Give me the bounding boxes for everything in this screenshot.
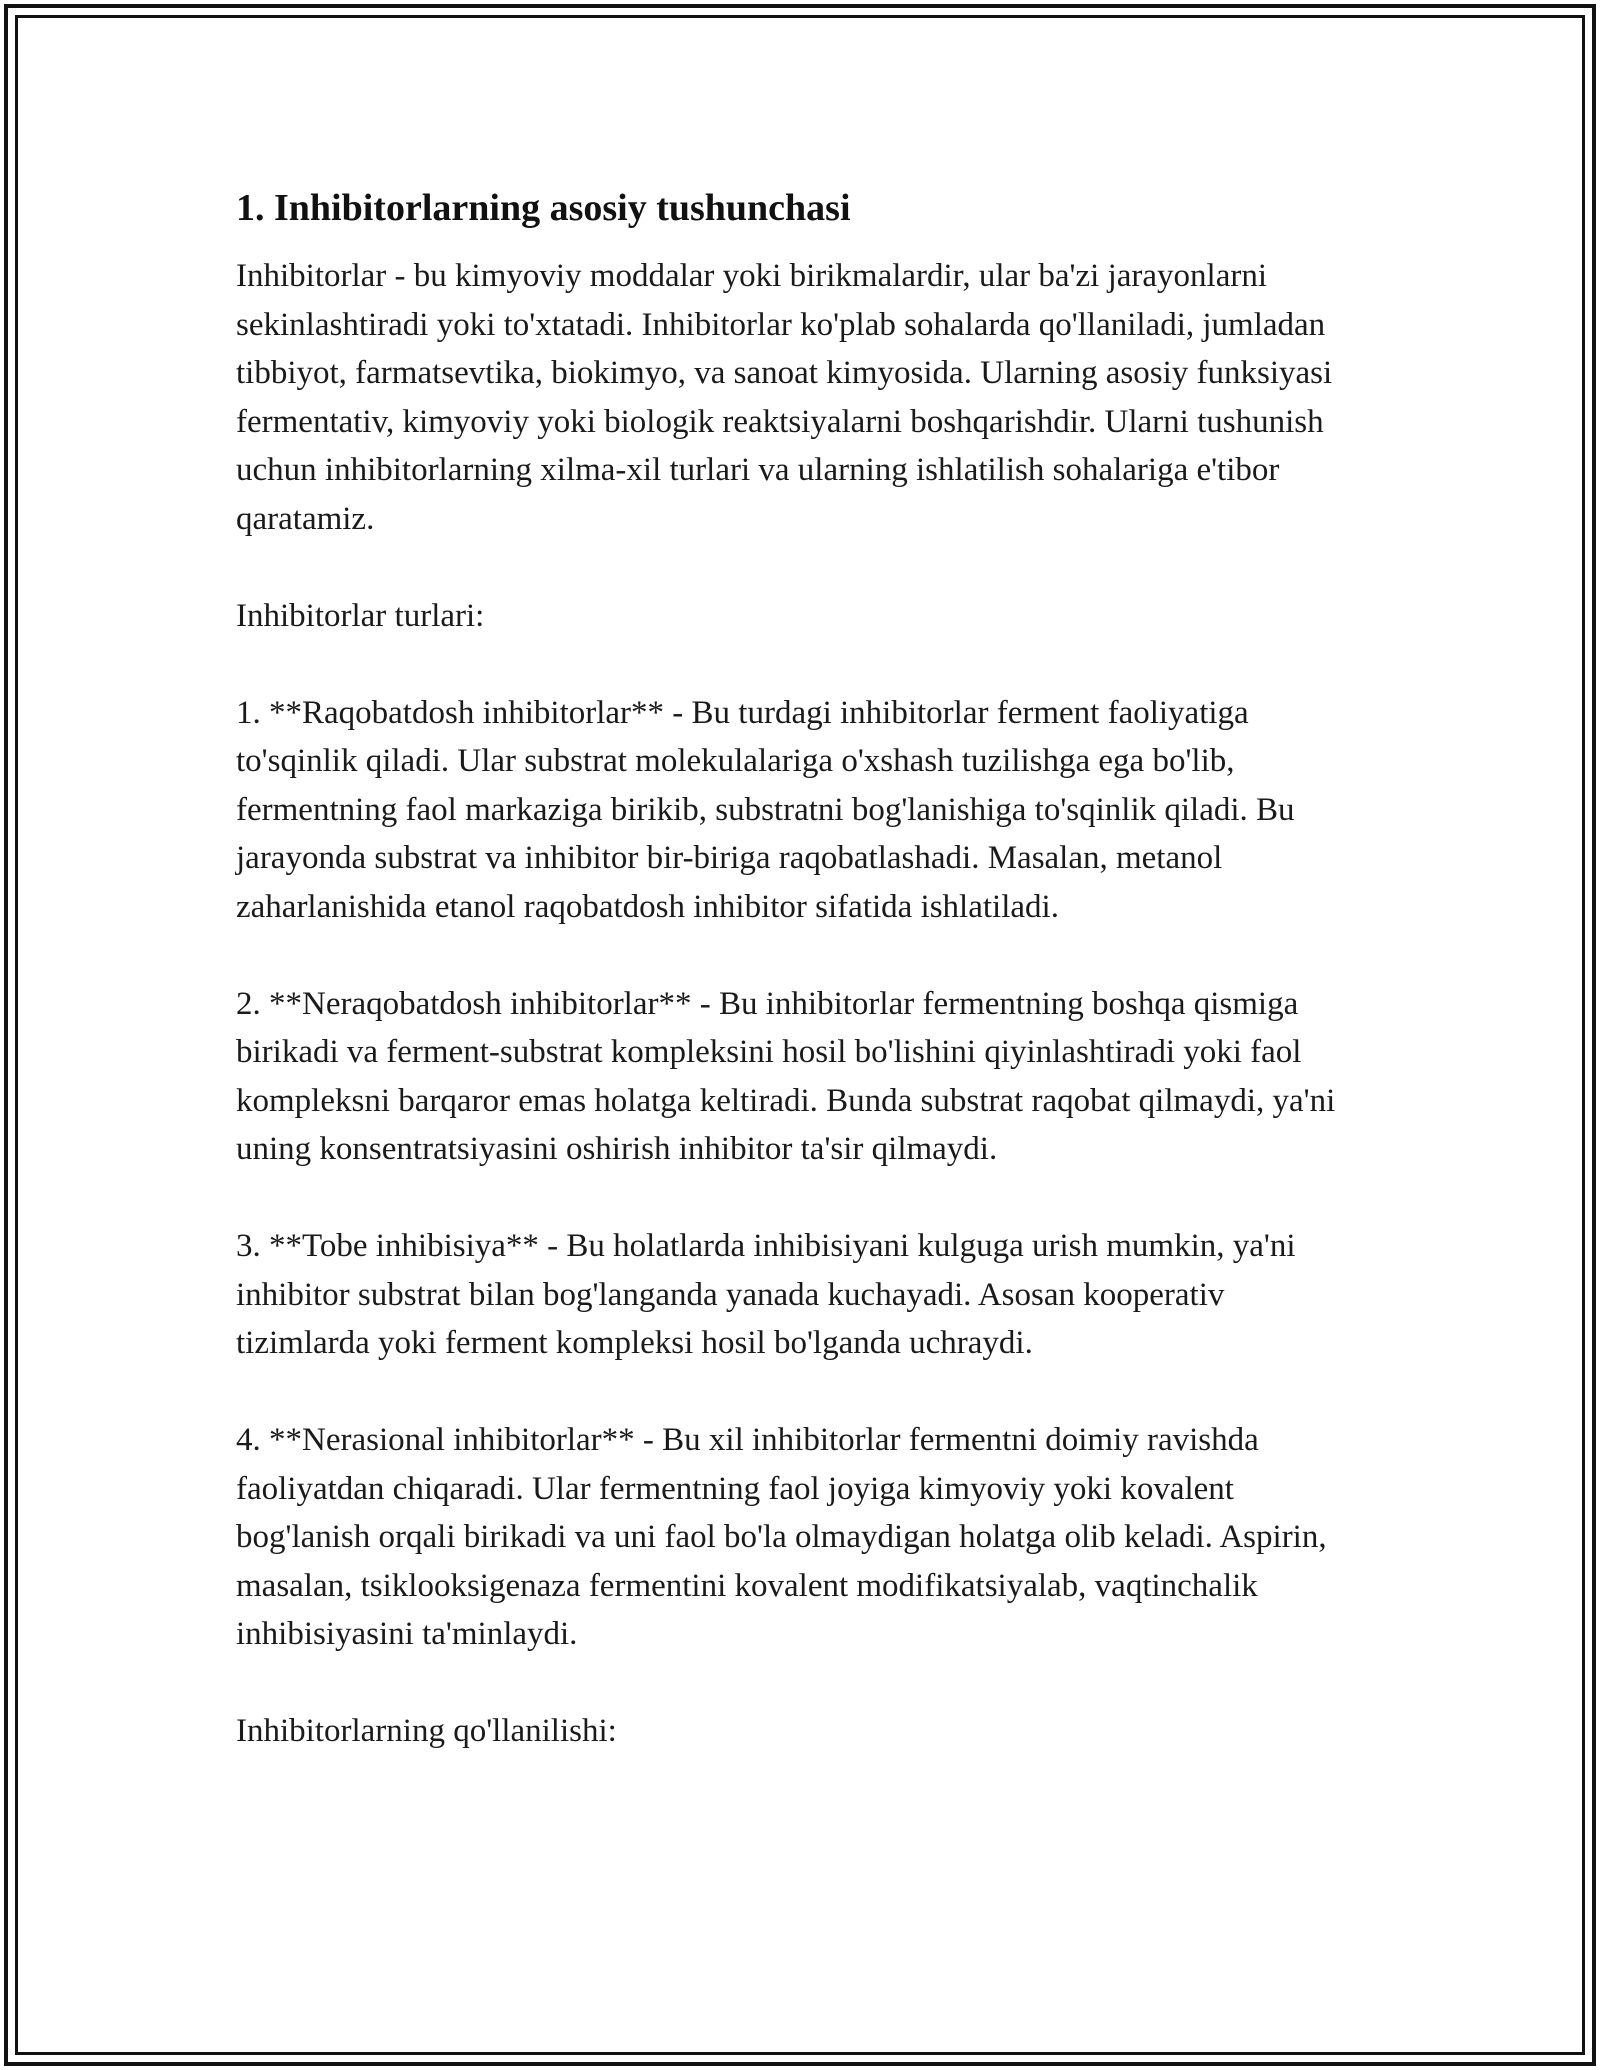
paragraph-intro: Inhibitorlar - bu kimyoviy moddalar yoki birikmalardir, ular ba'zi jarayonlarni sekinlashtiradi yoki to'xtatadi. Inhibitorlar ko'plab sohalarda qo'llaniladi, jumladan tibbiyot, farmatsevtika, biokimyo, va sanoat kimyosida. Ularning asosiy funksiyasi fermentativ, kimyoviy yoki biologik reaktsiyalarni boshqarishdir. Ularni tushunish uchun inhibitorlarning xilma-xil turlari va ularning ishlatilish sohalariga e'tibor qaratamiz. bbox=[236, 258, 1333, 537]
paragraph-type-1: 1. **Raqobatdosh inhibitorlar** - Bu turdagi inhibitorlar ferment faoliyatiga to'sqinlik qiladi. Ular substrat molekulalariga o'xshash tuzilishga ega bo'lib, fermentning faol markaziga birikib, substratni bog'lanishiga to'sqinlik qiladi. Bu jarayonda substrat va inhibitor bir-biriga raqobatlashadi. Masalan, metanol zaharlanishida etanol raqobatdosh inhibitor sifatida ishlatiladi. bbox=[236, 694, 1295, 925]
section-heading: 1. Inhibitorlarning asosiy tushunchasi bbox=[236, 187, 851, 229]
paragraph-type-2: 2. **Neraqobatdosh inhibitorlar** - Bu inhibitorlar fermentning boshqa qismiga birikadi va ferment-substrat kompleksini hosil bo'lishini qiyinlashtiradi yoki faol kompleksni barqaror emas holatga keltiradi. Bunda substrat raqobat qilmaydi, ya'ni uning konsentratsiyasini oshirish inhibitor ta'sir qilmaydi. bbox=[236, 985, 1336, 1167]
paragraph-type-4: 4. **Nerasional inhibitorlar** - Bu xil inhibitorlar fermentni doimiy ravishda faoliyatdan chiqaradi. Ular fermentning faol joyiga kimyoviy yoki kovalent bog'lanish orqali birikadi va uni faol bo'la olmaydigan holatga olib keladi. Aspirin, masalan, tsiklooksigenaza fermentini kovalent modifikatsiyalab, vaqtinchalik inhibisiyasini ta'minlaydi. bbox=[236, 1422, 1327, 1652]
document-body bbox=[236, 184, 1364, 1756]
paragraph-applications-label: Inhibitorlarning qo'llanilishi: bbox=[236, 1713, 617, 1749]
paragraph-type-3: 3. **Tobe inhibisiya** - Bu holatlarda inhibisiyani kulguga urish mumkin, ya'ni inhibitor substrat bilan bog'langanda yanada kuchayadi. Asosan kooperativ tizimlarda yoki ferment kompleksi hosil bo'lganda uchraydi. bbox=[236, 1228, 1296, 1361]
paragraph-types-label: Inhibitorlar turlari: bbox=[236, 597, 485, 634]
